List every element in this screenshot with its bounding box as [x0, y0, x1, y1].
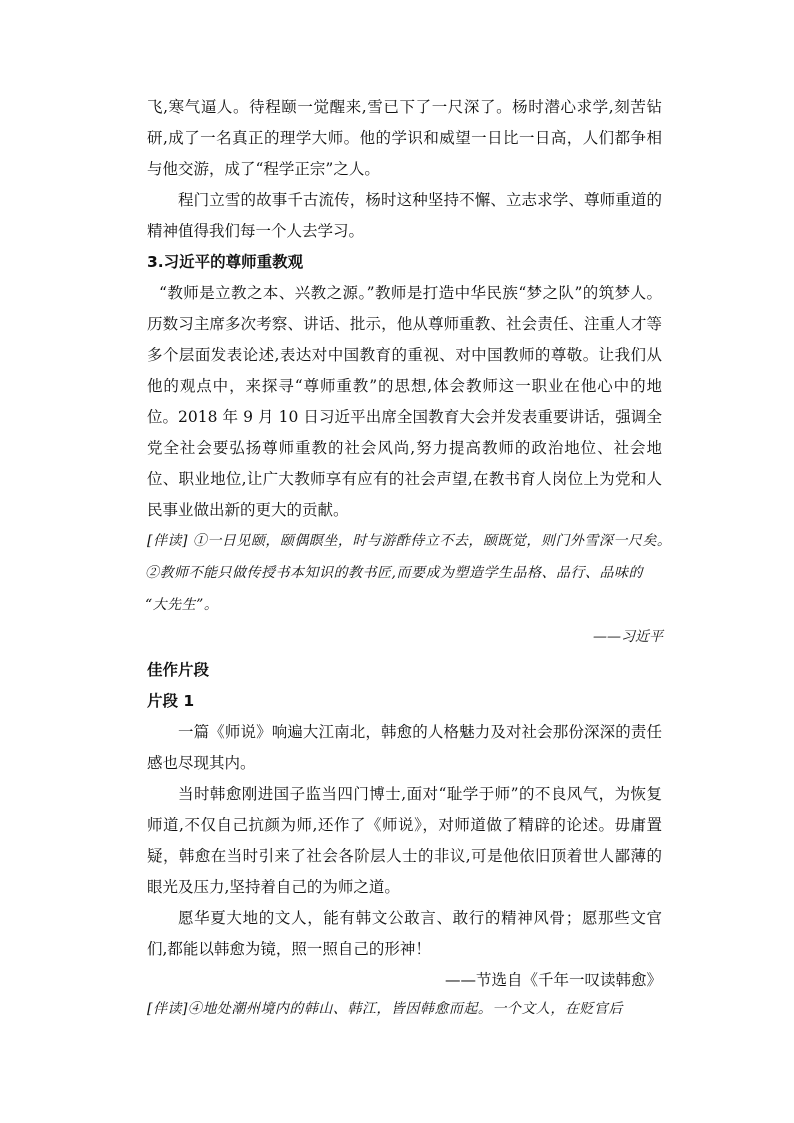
reading-note-1-line-1: [伴读] ①一日见颐，颐偶瞑坐，时与游酢侍立不去，颐既觉，则门外雪深一尺矣。	[147, 533, 672, 549]
excerpt-1-paragraph-2: 当时韩愈刚进国子监当四门博士,面对“耻学于师”的不良风气，为恢复师道,不仅自己抗颜为师,还作了《师说》，对师道做了精辟的论述。毋庸置疑，韩愈在当时引来了社会各阶层人士的非议,可是他依旧顶着世人鄙薄的眼光及压力,坚持着自己的为师之道。	[147, 785, 662, 896]
section-3-paragraph-2: 2018 年 9 月 10 日习近平出席全国教育大会并发表重要讲话，强调全党全社会要弘扬尊师重教的社会风尚,努力提高教师的政治地位、社会地位、职业地位,让广大教师享有应有的社会声望,在教书育人岗位上为党和人民事业做出新的更大的贡献。	[147, 408, 662, 519]
story-paragraph-2: 程门立雪的故事千古流传，杨时这种坚持不懈、立志求学、尊师重道的精神值得我们每一个人去学习。	[147, 191, 662, 240]
reading-note-1-line-3: “大先生”。	[145, 597, 219, 613]
story-paragraph-1: 飞,寒气逼人。待程颐一觉醒来,雪已下了一尺深了。杨时潜心求学,刻苦钻研,成了一名真正的理学大师。他的学识和威望一日比一日高，人们都争相与他交游，成了“程学正宗”之人。	[147, 98, 662, 178]
reading-note-2-line-1: [伴读]④地处潮州境内的韩山、韩江，皆因韩愈而起。一个文人，在贬官后	[147, 1001, 623, 1017]
excerpt-1-source: ——节选自《千年一叹读韩愈》	[444, 971, 662, 989]
reading-note-1-line-2: ②教师不能只做传授书本知识的教书匠,而要成为塑造学生品格、品行、品味的	[145, 565, 643, 581]
excerpt-1-paragraph-1: 一篇《师说》响遍大江南北，韩愈的人格魅力及对社会那份深深的责任感也尽现其内。	[147, 723, 662, 772]
excerpts-heading: 佳作片段	[147, 661, 210, 679]
section-3-heading: 3.习近平的尊师重教观	[147, 253, 304, 271]
excerpt-1-paragraph-3: 愿华夏大地的文人，能有韩文公敢言、敢行的精神风骨；愿那些文官们,都能以韩愈为镜，照一照自己的形神！	[147, 909, 662, 958]
reading-note-1-attribution: ——习近平	[593, 629, 663, 645]
section-3-paragraph-1: “教师是立教之本、兴教之源。”教师是打造中华民族“梦之队”的筑梦人。历数习主席多次考察、讲话、批示，他从尊师重教、社会责任、注重人才等多个层面发表论述,表达对中国教育的重视、对中国教师的尊敬。让我们从他的观点中，来探寻“尊师重教”的思想,体会教师这一职业在他心中的地位。	[147, 284, 662, 426]
excerpt-1-heading: 片段 1	[147, 692, 195, 710]
